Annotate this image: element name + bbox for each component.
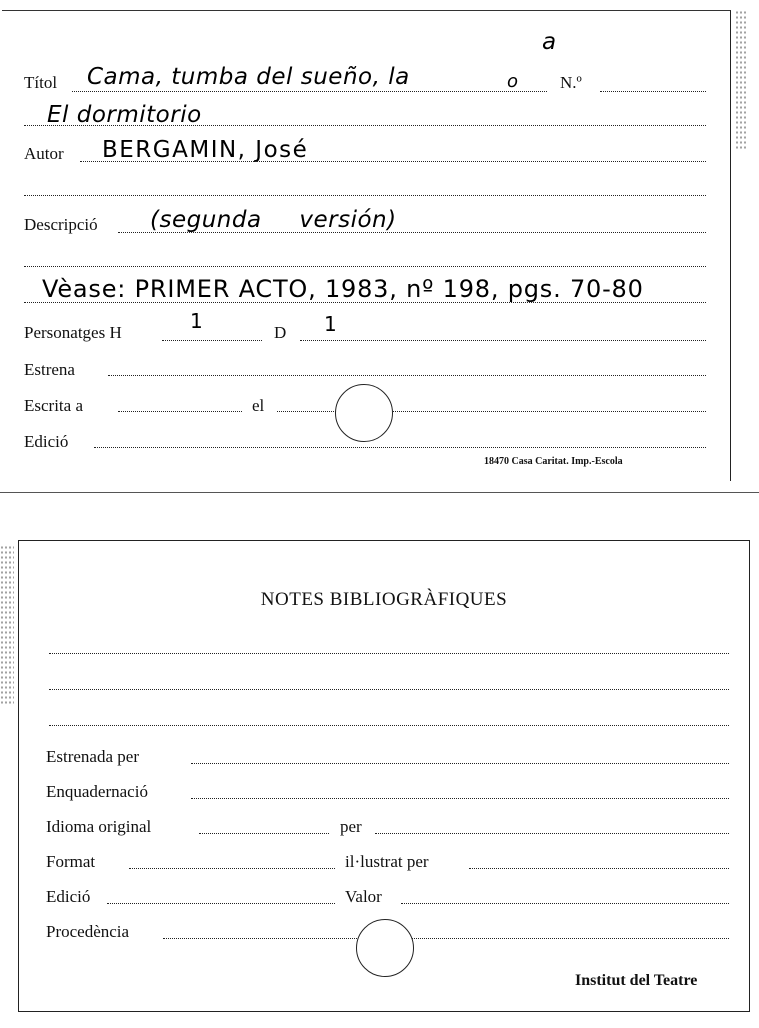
hw-title-line1: Cama, tumba del sueño, la: [87, 64, 410, 90]
line-notes-1: [49, 653, 729, 654]
line-estrena: [108, 375, 706, 376]
card2-title: NOTES BIBLIOGRÀFIQUES: [260, 589, 508, 610]
hw-title-line2: El dormitorio: [47, 102, 202, 128]
label-personatges-d: D: [274, 323, 287, 342]
line-idioma: [199, 833, 329, 834]
hw-title-a: a: [542, 29, 557, 55]
line-personatges-d: [300, 340, 706, 341]
line-format: [129, 868, 335, 869]
line-blank-1: [24, 195, 706, 196]
line-vease: [24, 302, 706, 303]
line-autor: [80, 161, 706, 162]
label-descripcio: Descripció: [24, 215, 98, 234]
label-format: Format: [46, 852, 96, 871]
card-separator-line: [0, 492, 759, 493]
line-edicio: [94, 447, 706, 448]
label-estrenada: Estrenada per: [46, 747, 139, 766]
label-valor: Valor: [345, 887, 382, 906]
line-edicio-2: [107, 903, 335, 904]
hw-personatges-d: 1: [324, 312, 338, 336]
hw-personatges-h: 1: [190, 309, 204, 333]
line-procedencia: [163, 938, 729, 939]
label-edicio: Edició: [24, 432, 69, 451]
label-titol: Títol: [24, 73, 58, 92]
line-numero: [600, 91, 706, 92]
scan-noise-left: [0, 545, 14, 705]
label-numero: N.º: [560, 73, 582, 92]
line-notes-3: [49, 725, 729, 726]
hw-vease: Vèase: PRIMER ACTO, 1983, nº 198, pgs. 70-80: [42, 275, 644, 303]
label-escrita: Escrita a: [24, 396, 83, 415]
line-per: [375, 833, 729, 834]
label-estrena: Estrena: [24, 360, 75, 379]
hw-descripcio: (segunda versión): [150, 207, 397, 233]
hw-autor: BERGAMIN, José: [102, 137, 309, 163]
label-enquadernacio: Enquadernació: [46, 782, 148, 801]
label-procedencia: Procedència: [46, 922, 130, 941]
line-blank-2: [24, 266, 706, 267]
label-edicio-2: Edició: [46, 887, 91, 906]
printer-imprint: 18470 Casa Caritat. Imp.-Escola: [484, 456, 623, 467]
line-titol: [72, 91, 547, 92]
line-illustrat: [469, 868, 729, 869]
label-idioma: Idioma original: [46, 817, 152, 836]
label-personatges-h: Personatges H: [24, 323, 122, 342]
punch-hole-circle-2: [356, 919, 414, 977]
label-el: el: [252, 396, 265, 415]
catalog-card-back: [18, 540, 750, 1012]
line-enquadernacio: [191, 798, 729, 799]
line-estrenada: [191, 763, 729, 764]
line-notes-2: [49, 689, 729, 690]
line-valor: [401, 903, 729, 904]
label-per: per: [340, 817, 362, 836]
label-autor: Autor: [24, 144, 64, 163]
line-titol-2: [24, 125, 706, 126]
line-personatges-h: [162, 340, 262, 341]
scan-noise-right: [735, 10, 747, 150]
catalog-card-front: [2, 10, 731, 481]
line-escrita: [118, 411, 242, 412]
punch-hole-circle: [335, 384, 393, 442]
institution-name: Institut del Teatre: [575, 972, 698, 989]
label-illustrat: il·lustrat per: [345, 852, 429, 871]
line-descripcio: [118, 232, 706, 233]
hw-title-o: o: [507, 71, 519, 92]
